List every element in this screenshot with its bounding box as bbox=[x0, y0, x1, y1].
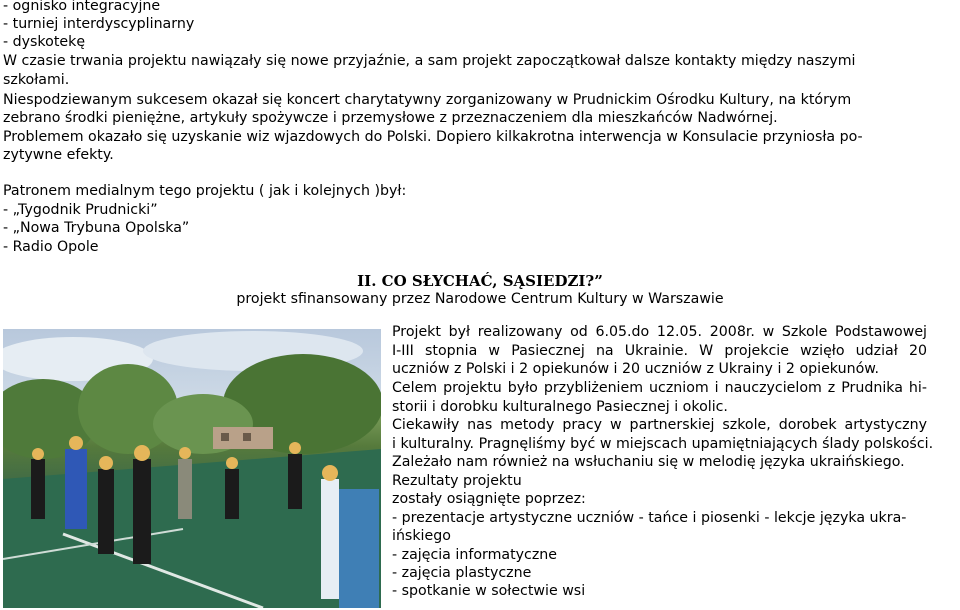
text-line: Zależało nam również na wsłuchaniu się w melodię języka ukraińskiego. bbox=[392, 454, 905, 470]
text-line: - ognisko integracyjne bbox=[3, 0, 161, 14]
text-line: - zajęcia plastyczne bbox=[392, 565, 532, 581]
text-line: Ciekawiły nas metody pracy w partnerskiej szkole, dorobek artystyczny bbox=[392, 417, 927, 433]
text-line: Projekt był realizowany od 6.05.do 12.05. 2008r. w Szkole Podstawowej bbox=[392, 324, 927, 340]
text-line: - dyskotekę bbox=[3, 34, 86, 50]
text-line: - spotkanie w sołectwie wsi bbox=[392, 583, 586, 599]
text-line: ińskiego bbox=[392, 528, 451, 544]
text-line: I-III stopnia w Pasiecznej na Ukrainie. W projekcie wzięło udział 20 bbox=[392, 343, 927, 359]
project-photo bbox=[3, 329, 381, 608]
text-line: uczniów z Polski i 2 opiekunów i 20 uczniów z Ukrainy i 2 opiekunów. bbox=[392, 361, 880, 377]
patron-item: - „Tygodnik Prudnicki” bbox=[3, 202, 158, 218]
text-line: - prezentacje artystyczne uczniów - tańce i piosenki - lekcje języka ukra- bbox=[392, 510, 907, 526]
text-line: Celem projektu było przybliżeniem uczniom i nauczycielom z Prudnika hi- bbox=[392, 380, 927, 396]
text-line: Niespodziewanym sukcesem okazał się koncert charytatywny zorganizowany w Prudnickim Ośrodku Kultury, na którym bbox=[3, 92, 852, 108]
text-line: Rezultaty projektu bbox=[392, 473, 522, 489]
text-line: zostały osiągnięte poprzez: bbox=[392, 491, 586, 507]
text-line: - zajęcia informatyczne bbox=[392, 547, 558, 563]
text-line: i kulturalny. Pragnęliśmy być w miejscach upamiętniających ślady polskości. bbox=[392, 436, 934, 452]
text-line: - turniej interdyscyplinarny bbox=[3, 16, 195, 32]
text-line: Problemem okazało się uzyskanie wiz wjazdowych do Polski. Dopiero kilkakrotna interwencja w Konsulacie przyniosła po- bbox=[3, 129, 863, 145]
section-heading: II. CO SŁYCHAĆ, SĄSIEDZI?” bbox=[357, 272, 603, 290]
text-line: W czasie trwania projektu nawiązały się nowe przyjaźnie, a sam projekt zapoczątkował dalsze kontakty między naszymi bbox=[3, 53, 856, 69]
patron-item: - „Nowa Trybuna Opolska” bbox=[3, 220, 190, 236]
patron-intro: Patronem medialnym tego projektu ( jak i kolejnych )był: bbox=[3, 183, 407, 199]
text-line: szkołami. bbox=[3, 72, 70, 88]
photo-illustration bbox=[3, 329, 381, 608]
text-line: storii i dorobku kulturalnego Pasiecznej i okolic. bbox=[392, 399, 728, 415]
text-line: zytywne efekty. bbox=[3, 147, 114, 163]
patron-item: - Radio Opole bbox=[3, 239, 99, 255]
section-subheading: projekt sfinansowany przez Narodowe Centrum Kultury w Warszawie bbox=[236, 291, 724, 307]
text-line: zebrano środki pieniężne, artykuły spożywcze i przemysłowe z przeznaczeniem dla mieszkańców Nadwórnej. bbox=[3, 110, 778, 126]
